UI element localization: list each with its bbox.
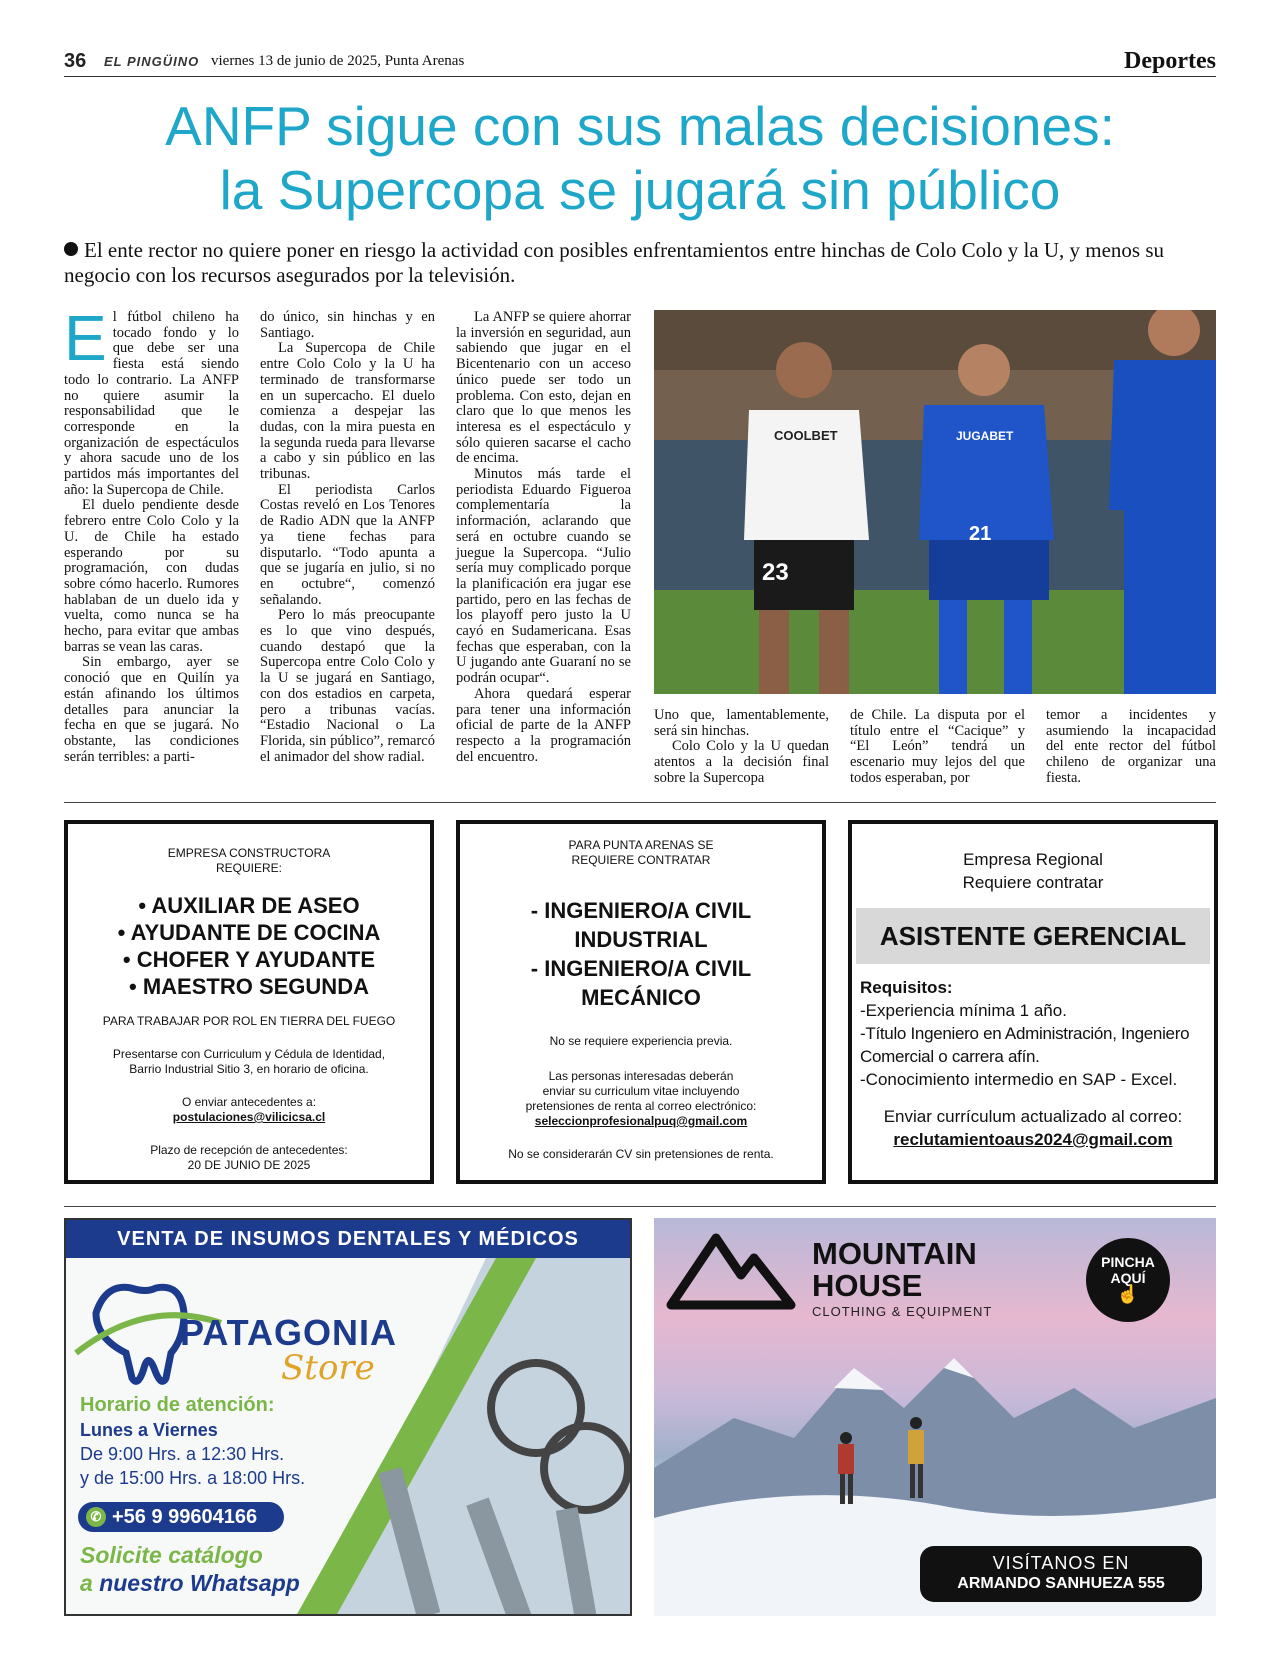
address-box <box>920 1546 1202 1602</box>
brand-name: PATAGONIA <box>180 1312 397 1353</box>
paragraph: l fútbol chileno ha tocado fondo y lo que debe ser una fiesta está siendo todo lo contrario. La ANFP no quiere asumir la responsabilidad que le corresponde en la organización de espectáculos y ahora sacude uno de los partidos más importantes del año: la Supercopa de Chile. <box>64 309 239 498</box>
ad-requirements-heading: Requisitos: <box>860 978 953 997</box>
brand-script: Store <box>281 1348 375 1388</box>
page-header <box>64 50 1216 77</box>
hours-line-1: De 9:00 Hrs. a 12:30 Hrs. <box>80 1444 285 1464</box>
article-photo <box>654 310 1216 694</box>
hours-title: Horario de atención: <box>80 1394 275 1416</box>
ad-patagonia-store <box>64 1218 632 1616</box>
publication-logo: EL PINGÜINO <box>104 54 200 69</box>
ad-title: ASISTENTE GERENCIAL <box>856 908 1210 964</box>
ad-email-link[interactable]: seleccionprofesionalpuq@gmail.com <box>534 1114 748 1128</box>
paragraph: Sin embargo, ayer se conoció que en Quilín ya están afinando los últimos detalles para anunciar la fecha en que se jugará. No obstante, las condiciones serán terribles: a parti- <box>64 654 239 765</box>
page-number: 36 <box>64 50 87 72</box>
store-address: ARMANDO SANHUEZA 555 <box>957 1575 1165 1592</box>
hours-days: Lunes a Viernes <box>80 1420 218 1440</box>
phone-pill[interactable] <box>78 1502 284 1532</box>
ad-email-intro: O enviar antecedentes a: <box>181 1095 317 1109</box>
ad-email-link[interactable]: reclutamientoaus2024@gmail.com <box>893 1130 1173 1149</box>
brand-name-line-1: MOUNTAIN <box>812 1236 977 1271</box>
article-column-5 <box>850 708 1025 787</box>
ad-cta: Enviar currículum actualizado al correo: <box>883 1107 1183 1126</box>
paragraph: de Chile. La disputa por el título entre el “Cacique” y “El León” tendrá un escenario muy lejos del que todos esperaban, por <box>850 707 1025 786</box>
section-divider <box>64 802 1216 803</box>
article-lead <box>64 238 1216 288</box>
article-column-2 <box>260 310 435 765</box>
sponsor-label-jugabet: JUGABET <box>956 429 1014 443</box>
catalog-cta-line-1: Solicite catálogo <box>80 1542 263 1568</box>
ad-experience: No se requiere experiencia previa. <box>549 1034 733 1048</box>
mountain-logo-icon <box>666 1230 796 1310</box>
hours-line-2: y de 15:00 Hrs. a 18:00 Hrs. <box>80 1468 306 1488</box>
jersey-number-right: 21 <box>969 523 992 545</box>
ad-email-link[interactable]: postulaciones@vilicicsa.cl <box>172 1110 326 1124</box>
badge-line-2: AQUÍ <box>1110 1270 1146 1286</box>
job-role: • AYUDANTE DE COCINA <box>117 920 381 945</box>
paragraph: El duelo pendiente desde febrero entre Colo Colo y la U. de Chile ha estado esperando por su programación, con dudas sobre cómo hacerlo. Rumores hablaban de un duelo ida y vuelta, como nunca se ha hecho, para evitar que ambas barras se vean las caras. <box>64 497 239 655</box>
ad-mountain-house <box>654 1218 1216 1616</box>
paragraph: Ahora quedará esperar para tener una información oficial de parte de la ANFP respecto a la programación del encuentro. <box>456 685 631 765</box>
lead-text: El ente rector no quiere poner en riesgo la actividad con posibles enfrentamientos entre hinchas de Colo Colo y la U, y menos su negocio con los recursos asegurados por la televisión. <box>64 238 1165 287</box>
phone-number: +56 9 99604166 <box>112 1506 258 1528</box>
catalog-cta-line-2 <box>80 1570 300 1597</box>
headline-line-2: la Supercopa se jugará sin público <box>219 159 1061 221</box>
pincha-aqui-button[interactable] <box>1086 1238 1170 1322</box>
ad-instructions: Las personas interesadas deberán enviar su curriculum vitae incluyendo pretensiones de renta al correo electrónico: <box>525 1069 757 1113</box>
paragraph: El periodista Carlos Costas reveló en Los Tenores de Radio ADN que la ANFP ya tiene fechas para disputarlo. “Todo apunta a que se jugaría en julio, si no en octubre“, comenzó señalando. <box>260 481 435 608</box>
cta-whatsapp: nuestro Whatsapp <box>99 1570 300 1596</box>
job-role: - INGENIERO/A CIVIL MECÁNICO <box>530 956 752 1010</box>
article-column-3 <box>456 310 631 765</box>
ad-intro: EMPRESA CONSTRUCTORA REQUIERE: <box>167 846 331 875</box>
job-ad-asistente <box>848 820 1218 1184</box>
brand-tagline: CLOTHING & EQUIPMENT <box>812 1304 993 1319</box>
ad-instructions: Presentarse con Curriculum y Cédula de Identidad, Barrio Industrial Sitio 3, en horario de oficina. <box>112 1047 386 1076</box>
badge-line-1: PINCHA <box>1101 1254 1155 1270</box>
job-role: • MAESTRO SEGUNDA <box>129 974 369 999</box>
section-name: Deportes <box>1124 48 1216 74</box>
ad-intro: PARA PUNTA ARENAS SE REQUIERE CONTRATAR <box>568 838 714 867</box>
ad-intro: Empresa Regional Requiere contratar <box>962 850 1104 892</box>
ad-deadline: Plazo de recepción de antecedentes: 20 DE JUNIO DE 2025 <box>150 1143 348 1172</box>
headline-line-1: ANFP sigue con sus malas decisiones: <box>165 95 1115 157</box>
ad-note: No se considerarán CV sin pretensiones de renta. <box>508 1147 774 1161</box>
brand-name-line-2: HOUSE <box>812 1268 923 1303</box>
paragraph: La ANFP se quiere ahorrar la inversión en seguridad, aun sabiendo que jugar en el Bicentenario con un acceso único puede ser todo un problema. Con esto, dejan en claro que lo que menos les interesa es el espectáculo y sólo quieren sacarse el cacho de encima. <box>456 309 631 467</box>
paragraph: Colo Colo y la U quedan atentos a la decisión final sobre la Supercopa <box>654 738 829 786</box>
visit-label: VISÍTANOS EN <box>992 1553 1130 1573</box>
paragraph: Pero lo más preocupante es lo que vino después, cuando destapó que la Supercopa entre Colo Colo y la U se jugará en Santiago, con dos estadios en carpeta, pero a tribunas vacías. “Estadio Nacional o La Florida, sin público”, remarcó el animador del show radial. <box>260 607 435 765</box>
article-column-4 <box>654 708 829 787</box>
ad-requirement: -Experiencia mínima 1 año. <box>860 1001 1067 1020</box>
ad-location: PARA TRABAJAR POR ROL EN TIERRA DEL FUEGO <box>102 1014 396 1028</box>
paragraph: do único, sin hinchas y en Santiago. <box>260 309 435 341</box>
cta-prefix: a <box>80 1570 100 1596</box>
paragraph: Minutos más tarde el periodista Eduardo Figueroa complementaría la información, aclarando que será en octubre cuando se juegue la Supercopa. “Julio sería muy complicado porque la planificación era jugar ese partido, pero en las fechas de los playoff pero justo la U cayó en Sudamericana. Esas fechas que esperaban, con la U jugando ante Guaraní no se podrán ocupar“. <box>456 466 631 687</box>
job-role: • AUXILIAR DE ASEO <box>138 893 360 918</box>
article-column-1 <box>64 302 239 765</box>
pointer-hand-icon: ☝ <box>1116 1284 1140 1304</box>
date-line: viernes 13 de junio de 2025, Punta Arenas <box>211 53 465 69</box>
paragraph: La Supercopa de Chile entre Colo Colo y la U ha terminado de transformarse en un supercacho. El duelo comienza a despejar las dudas, con la mira puesta en la segunda rueda para llevarse a cabo y sin público en las tribunas. <box>260 340 435 483</box>
job-ad-constructora <box>64 820 434 1184</box>
jersey-number-left: 23 <box>762 559 789 586</box>
job-role: • CHOFER Y AYUDANTE <box>122 947 376 972</box>
ad-requirement: -Título Ingeniero en Administración, Ingeniero Comercial o carrera afín. <box>860 1024 1190 1066</box>
paragraph: temor a incidentes y asumiendo la incapacidad del ente rector del fútbol chileno de organizar una fiesta. <box>1046 707 1216 786</box>
football-players-illustration <box>654 310 1216 694</box>
ad-banner: VENTA DE INSUMOS DENTALES Y MÉDICOS <box>66 1220 630 1258</box>
job-role: - INGENIERO/A CIVIL INDUSTRIAL <box>530 898 752 952</box>
bullet-icon <box>64 242 78 256</box>
section-divider <box>64 1206 1216 1207</box>
paragraph: Uno que, lamentablemente, será sin hinchas. <box>654 707 829 739</box>
article-column-6 <box>1046 708 1216 787</box>
whatsapp-icon: ✆ <box>86 1507 106 1527</box>
ad-requirement: -Conocimiento intermedio en SAP - Excel. <box>860 1070 1178 1089</box>
drop-cap: E <box>64 302 107 374</box>
sponsor-label-coolbet: COOLBET <box>774 428 838 443</box>
job-ad-ingenieros <box>456 820 826 1184</box>
